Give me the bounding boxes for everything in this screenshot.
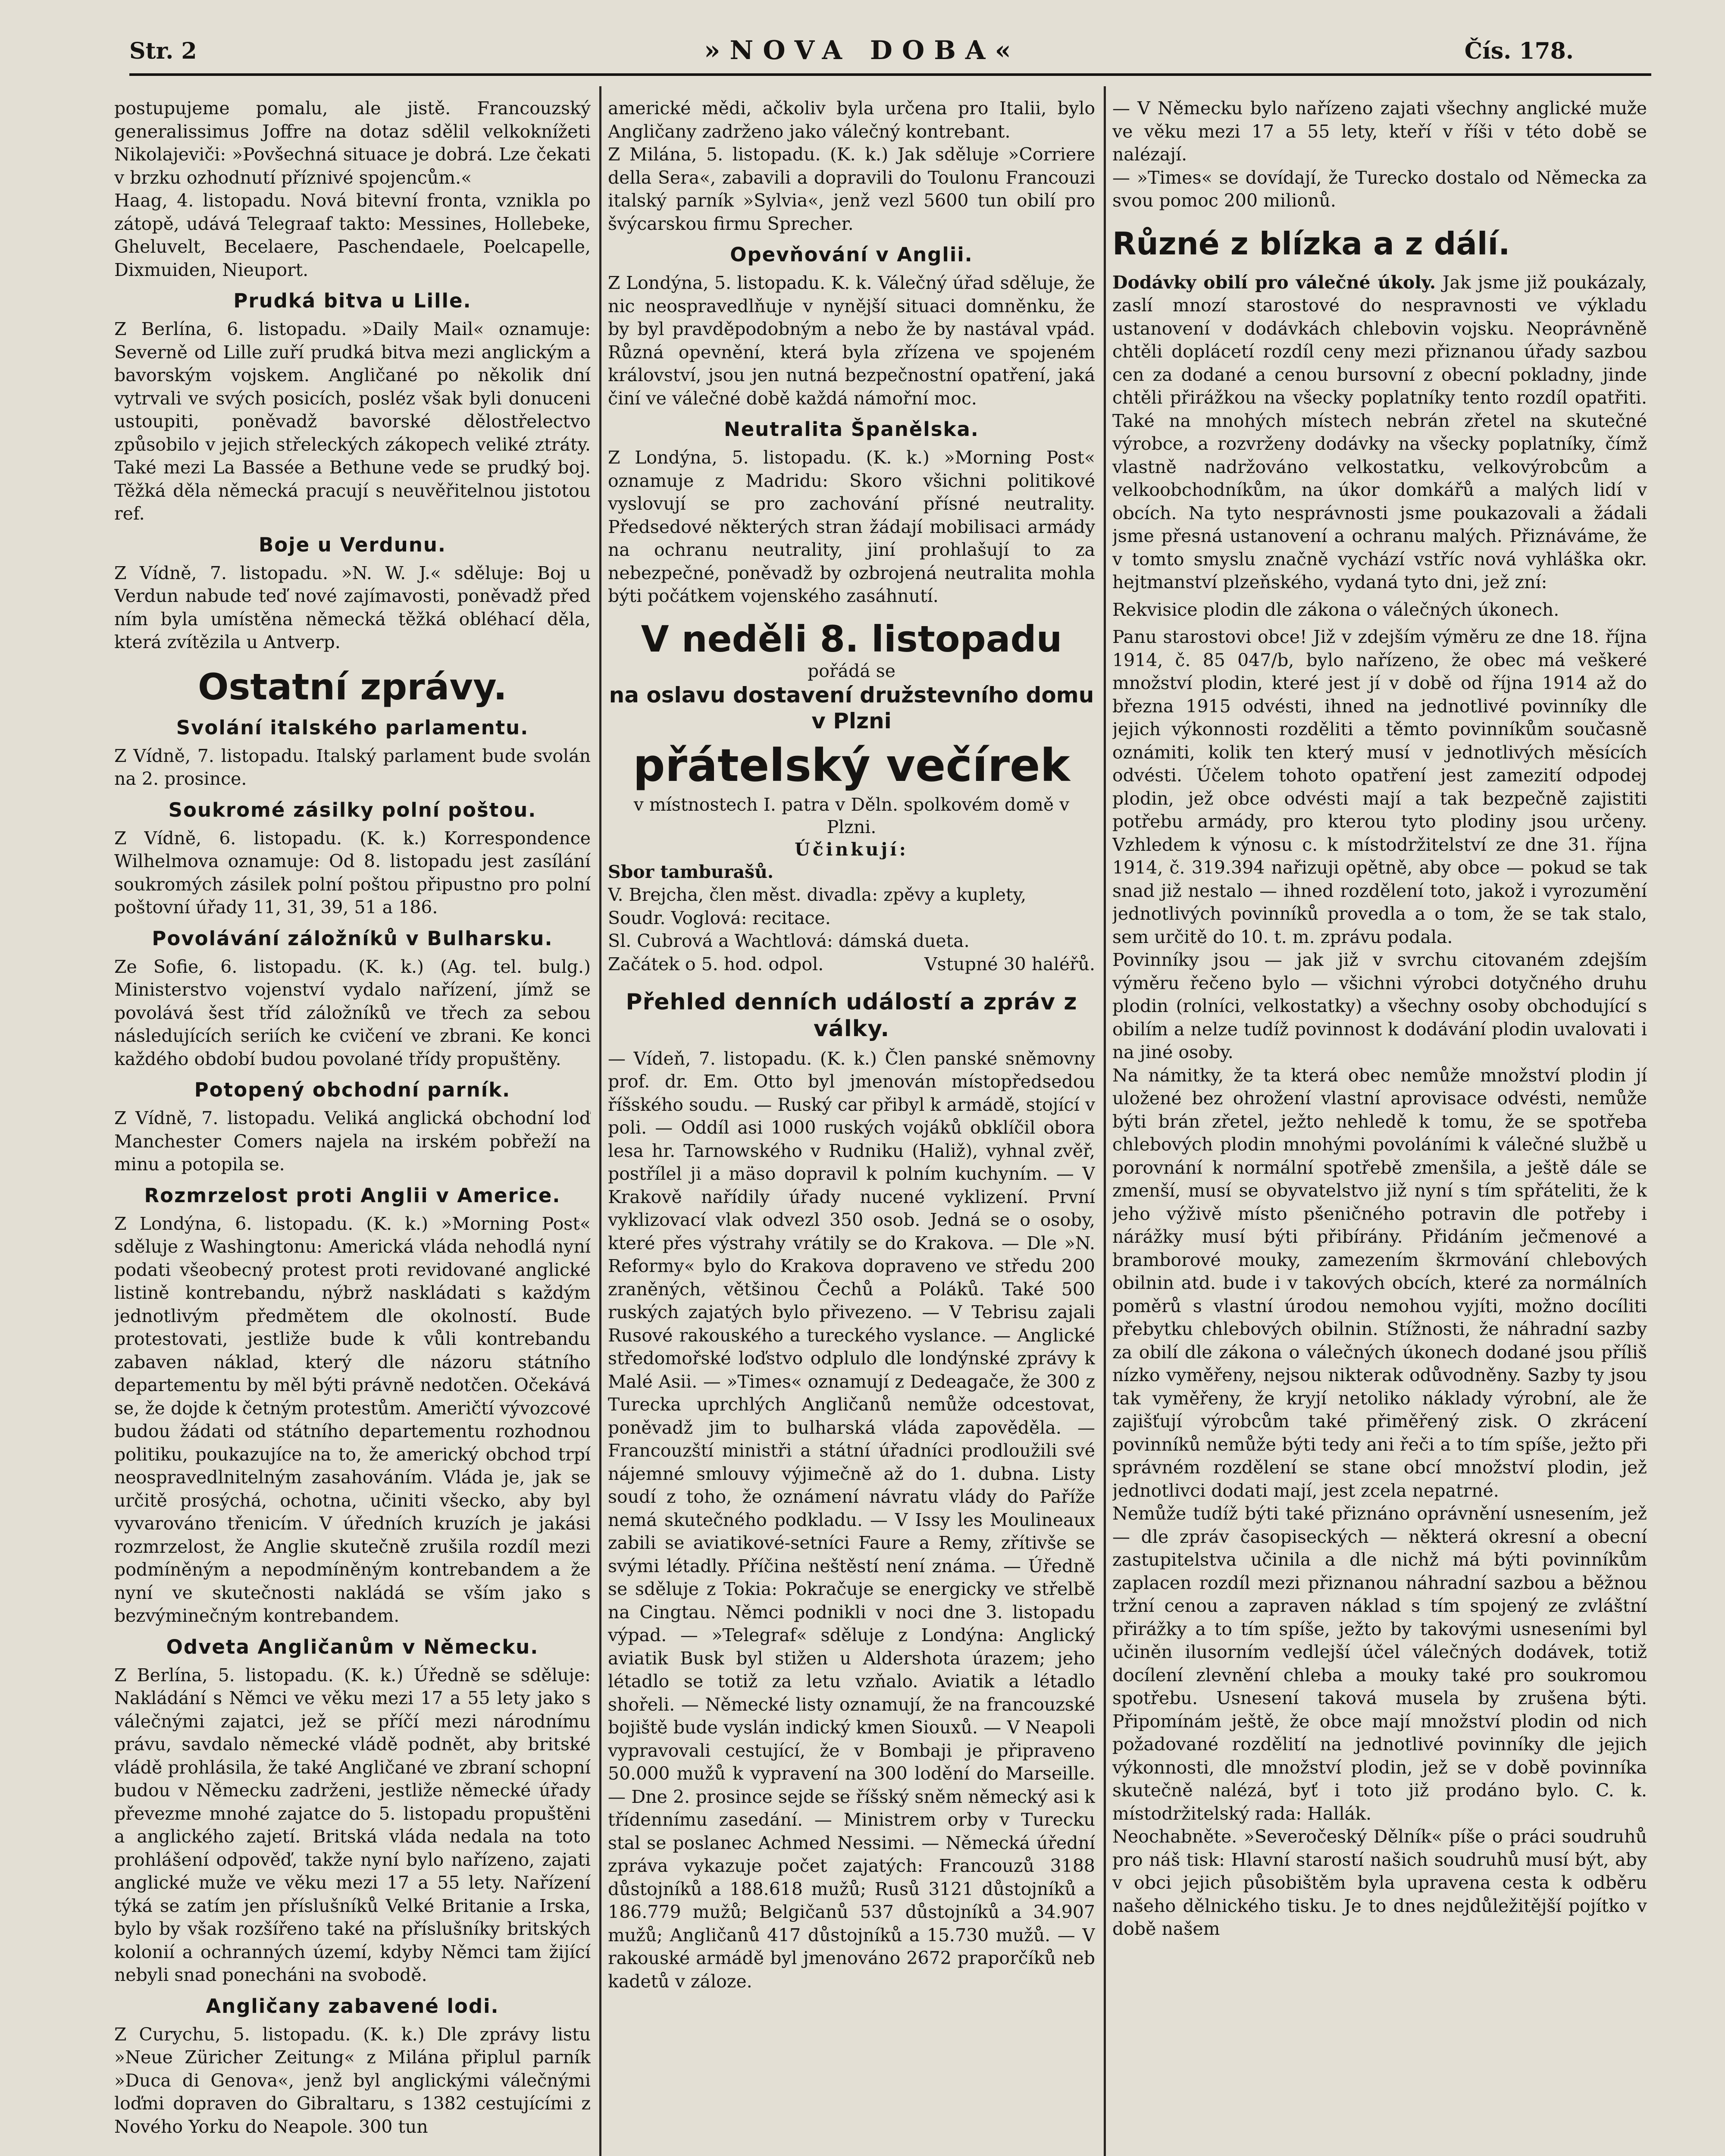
ad-performer: V. Brejcha, člen měst. divadla: zpěvy a kuplety, bbox=[608, 884, 1027, 905]
section-heading: Neutralita Španělska. bbox=[724, 418, 979, 441]
section-heading: Potopený obchodní parník. bbox=[194, 1078, 511, 1101]
ad-subline: pořádá se bbox=[808, 660, 895, 681]
section-heading: Boje u Verdunu. bbox=[258, 533, 447, 556]
article-paragraph: Z Curychu, 5. listopadu. (K. k.) Dle zprávy listu »Neue Züricher Zeitung« z Milána připlul parník »Duca di Genova«, jenž byl anglickými válečnými loďmi dopraven do Gibraltaru, s 1382 cestujícími z Nového Yorku do Neapole. 300 tun bbox=[114, 2024, 591, 2137]
article-paragraph: Z Londýna, 5. listopadu. K. k. Válečný úřad sděluje, že nic neospravedlňuje v nynější situaci domněnku, že by byl pravděpodobným a nebo že by nastával vpád. Různá opevnění, která byla zřízena ve spojeném království, jsou jen nutná bezpečnostní opatření, jaká činí ve válečné době každá námořní moc. bbox=[608, 273, 1095, 409]
section-heading: Prudká bitva u Lille. bbox=[233, 289, 472, 312]
section-heading: Povolávání záložníků v Bulharsku. bbox=[152, 927, 553, 950]
article-paragraph: Nemůže tudíž býti také přiznáno oprávnění usnesením, jež — dle zpráv časopiseckých — některá okresní a obecní zastupitelstva učinila a dle nichž má býti povinníkům zaplacen rozdíl mezi přiznanou náhradní sazbou a běžnou tržní cenou a zapraven náklad s tím spojený ze zvláštní přirážky a to tím spíše, ježto by takovými usneseními byl učiněn ilusorním vedlejší účel válečných dodávek, totiž docílení zlevnění chleba a mouky také pro soukromou spotřebu. Usnesení taková musela by zrušena býti. Připomínám ještě, že obce mají množství plodin od nich požadované rozdělití na jednotlivé povinníky dle jejich výkonnosti, dle množství plodin, jež se v době povinníka skutečně nalézá, byť i toto již prodáno bylo. C. k. místodržitelský rada: Hallák. bbox=[1112, 1503, 1647, 1824]
section-heading: Soukromé zásilky polní poštou. bbox=[168, 798, 537, 821]
article-paragraph: americké mědi, ačkoliv byla určena pro Italii, bylo Angličany zadrženo jako válečný kontrebant. bbox=[608, 98, 1095, 142]
column-2 bbox=[608, 97, 1095, 2156]
issue-number: Čís. 178. bbox=[1464, 38, 1574, 64]
column-3 bbox=[1112, 97, 1647, 2156]
major-heading: Ostatní zprávy. bbox=[197, 665, 507, 708]
ad-entry-fee: Vstupné 30 haléřů. bbox=[924, 953, 1095, 975]
article-paragraph: Z Berlína, 5. listopadu. (K. k.) Úředně se sděluje: Nakládání s Němci ve věku mezi 17 a 55 lety jako s válečnými zajatci, jež se příčí mezi národnímu právu, savdalo německé vládě podnět, aby britské vládě prohlásila, že také Angličané ve zbraní schopní budou v Německu zadrženi, jestliže německé úřady převezme mnohé zajatce do 5. listopadu propuštěni a anglického zajetí. Britská vláda nedala na toto prohlášení odpověď, takže nyní bylo nařízeno, zajati anglické muže ve věku mezi 17 a 55 lety. Nařízení týká se zatím jen příslušníků Velké Britanie a Irska, bylo by však rozšířeno také na příslušníky britských kolonií a ochranných území, kdyby Němci tam žijící nebyli snad ponecháni na svobodě. bbox=[114, 1664, 591, 1985]
article-paragraph: Haag, 4. listopadu. Nová bitevní fronta, vznikla po zátopě, udává Telegraaf takto: Messines, Hollebeke, Gheluvelt, Becelaere, Paschendaele, Poelcapelle, Dixmuiden, Nieuport. bbox=[114, 190, 591, 280]
ad-occasion: na oslavu dostavení družstevního domu v Plzni bbox=[609, 682, 1094, 733]
article-paragraph: Panu starostovi obce! Již v zdejším výměru ze dne 18. října 1914, č. 85 047/b, bylo nařízeno, že obec má veškeré množství plodin, které jest jí v době od října 1914 až do března 1915 odvésti, ihned na jednotlivé povinníky dle jejich výkonnosti rozděliti a těmto povinníkům současně oznámiti, kolik ten který musí v jednotlivých měsících odvésti. Účelem tohoto opatření jest zamezití odpodej plodin, jež obce odvésti mají a tak bezpečně zajistiti potřebu armády, pro kterou tyto plodiny jsou určeny. Vzhledem k výnosu c. k místodržitelství ze dne 31. října 1914, č. 319.394 nařizuji opětně, aby obce — pokud se tak snad již nestalo — ihned rozdělení toto, jakož i vyrozumění jednotlivých povinníků provedla a o tom, že se tak stalo, sem určitě do 10. t. m. zprávu podala. bbox=[1112, 627, 1647, 947]
event-advertisement bbox=[608, 618, 1095, 976]
ad-event-title: přátelský večírek bbox=[633, 739, 1070, 792]
article-paragraph bbox=[1112, 271, 1647, 594]
article-paragraph: postupujeme pomalu, ale jistě. Francouzský generalissimus Joffre na dotaz sdělil velkoknížeti Nikolajeviči: »Povšechná situace je dobrá. Lze čekati v brzku ozhodnutí příznivé spojencům.« bbox=[114, 98, 591, 188]
article-paragraph: Z Londýna, 5. listopadu. (K. k.) »Morning Post« oznamuje z Madridu: Skoro všichni politikové vyslovují se pro zachování přísné neutrality. Předsedové některých stran žádají mobilisaci armády na ochranu neutrality, jiní prohlašují to za nebezpečné, poněvadž by ozbrojená neutralita mohla býti počátkem vojenského zasáhnutí. bbox=[608, 447, 1095, 606]
article-paragraph: Ze Sofie, 6. listopadu. (K. k.) (Ag. tel. bulg.) Ministerstvo vojenství vydalo nařízení, jímž se povolává šest tříd záložníků ve třech za sebou následujících seriích ke cvičení ve zbrani. Ke konci každého období budou povolané třídy propuštěny. bbox=[114, 956, 591, 1069]
article-paragraph: Z Berlína, 6. listopadu. »Daily Mail« oznamuje: Severně od Lille zuří prudká bitva mezi anglickým a bavorským vojskem. Angličané po několik dní vytrvali ve svých posicích, posléz však byli donuceni ustoupiti, poněvadž bavorské dělostřelectvo způsobilo v jejich střeleckých zákopech veliké ztráty. Také mezi La Bassée a Bethune vede se prudký boj. Těžká děla německá pracují s neuvěřitelnou jistotou ref. bbox=[114, 319, 591, 524]
header-rule bbox=[129, 73, 1651, 76]
page-header bbox=[129, 34, 1574, 72]
ad-start-time: Začátek o 5. hod. odpol. bbox=[608, 953, 824, 975]
ad-performer: Soudr. Voglová: recitace. bbox=[608, 907, 831, 928]
ad-performer: Sbor tamburašů. bbox=[608, 861, 774, 882]
column-divider bbox=[599, 86, 601, 2156]
article-paragraph: Z Milána, 5. listopadu. (K. k.) Jak sděluje »Corriere della Sera«, zabavili a dopravili do Toulonu Francouzi italský parník »Sylvia«, jenž vezl 5600 tun obilí pro švýcarskou firmu Sprecher. bbox=[608, 144, 1095, 234]
ad-date-heading: V neděli 8. listopadu bbox=[641, 617, 1062, 660]
major-heading: Různé z blízka a z dálí. bbox=[1112, 225, 1510, 262]
sub-heading: Rekvisice plodin dle zákona o válečných úkonech. bbox=[1112, 599, 1559, 620]
article-title: Dodávky obilí pro válečné úkoly. bbox=[1112, 272, 1436, 293]
article-paragraph: — V Německu bylo nařízeno zajati všechny anglické muže ve věku mezi 17 a 55 lety, kteří v říši v této době se nalézají. bbox=[1112, 98, 1647, 165]
article-paragraph: Neochabněte. »Severočeský Dělník« píše o práci soudruhů pro náš tisk: Hlavní starostí našich soudruhů musí být, aby v obci jejich působištěm byla upravena cesta k odběru našeho dělnického tisku. Je to dnes nejdůležitější pojítko v době našem bbox=[1112, 1826, 1647, 1939]
article-paragraph: Z Vídně, 7. listopadu. Veliká anglická obchodní loď Manchester Comers najela na irském pobřeží na minu a potopila se. bbox=[114, 1108, 591, 1175]
ad-venue: v místnostech I. patra v Děln. spolkovém domě v Plzni. bbox=[633, 794, 1070, 837]
ad-performer: Sl. Cubrová a Wachtlová: dámská dueta. bbox=[608, 931, 970, 951]
article-paragraph: Z Vídně, 7. listopadu. Italský parlament bude svolán na 2. prosince. bbox=[114, 745, 591, 789]
article-paragraph: Povinníky jsou — jak již v svrchu citovaném zdejším výměru řečeno bylo — všichni výrobci dotyčného druhu plodin (rolníci, velkostatky) a všechny osoby obchodující s obilím a nelze tudíž povinnost k dodávání plodin uvalovati i na jiné osoby. bbox=[1112, 950, 1647, 1062]
page-number: Str. 2 bbox=[129, 38, 197, 64]
article-text: Jak jsme již poukázaly, zaslí mnozí starostové do nespravnosti ve výkladu ustanovení v dodávkách chlebovin vojsku. Neoprávněně chtěli doplácetí rozdíl ceny mezi přiznanou úřady sazbou cen za dodané a cenou bursovní z obecní pokladny, jinde chtěli přirážkou na všecky poplatníky tento rozdíl opatřiti. Také na mnohých místech nebrán zřetel na skutečné výrobce, a rozvrženy dodávky na všecky poplatníky, čímž vlastně nadržováno velkostatku, velkovýrobcům a velkoobchodníkům, na úkor domkářů a malých lidí v obcích. Na tyto nesprávnosti jsme poukazovali a žádali jsme přesná ustanovení a ochranu malých. Přiznáváme, že v tomto smyslu značně vychází vstříc nová vyhláška okr. hejtmanství plzeňského, vydaná tyto dni, jež zní: bbox=[1112, 272, 1647, 592]
masthead-title: »NOVA DOBA« bbox=[704, 35, 1021, 66]
section-heading: Rozmrzelost proti Anglii v Americe. bbox=[144, 1184, 561, 1207]
column-divider bbox=[1104, 86, 1106, 2156]
column-1 bbox=[114, 97, 591, 2156]
ad-footer bbox=[608, 953, 1095, 976]
section-heading: Angličany zabavené lodi. bbox=[206, 1994, 499, 2018]
section-heading: Přehled denních událostí a zpráv z války. bbox=[626, 989, 1077, 1042]
section-heading: Odveta Angličanům v Německu. bbox=[166, 1635, 539, 1658]
article-paragraph: — Vídeň, 7. listopadu. (K. k.) Člen panské sněmovny prof. dr. Em. Otto byl jmenován místopředsedou říšského soudu. — Ruský car přibyl k armádě, stojící v poli. — Oddíl asi 1000 ruských vojáků obklíčil obora lesa hr. Tarnowského v Rudniku (Haliž), vyhnal zvěř, postřílel ji a mäso dopravil k polním kuchyním. — V Krakově nařídily úřady nucené vyklizení. První vyklizovací vlak odvezl 350 osob. Jedná se o osoby, které přes výstrahy vrátily se do Krakova. — Dle »N. Reformy« bylo do Krakova dopraveno ve středu 200 zraněných, většinou Čechů a Poláků. Také 500 ruských zajatých bylo přivezeno. — V Tebrisu zajali Rusové rakouského a tureckého vyslance. — Anglické středomořské loďstvo odplulo dle londýnské zprávy k Malé Asii. — »Times« oznamují z Dedeagače, že 300 z Turecka uprchlých Angličanů nemůže odcestovat, poněvadž jim to bulharská vláda zapověděla. — Francouzští ministři a státní úřadníci prodloužili své nájemné smlouvy výjimečně až do 1. dubna. Listy soudí z toho, že oznámení návratu vlády do Paříže nemá skutečného podkladu. — V Issy les Moulineaux zabili se aviatikové-setníci Faure a Remy, zřítivše se svými létadly. Příčina neštěstí není známa. — Úředně se sděluje z Tokia: Pokračuje se energicky ve střelbě na Cingtau. Němci podnikli v noci dne 3. listopadu výpad. — »Telegraf« sděluje z Londýna: Anglický aviatik Busk byl stižen u Aldershota úrazem; jeho létadlo se totiž za letu vzňalo. Aviatik a létadlo shořeli. — Německé listy oznamují, že na francouzské bojiště bude vyslán indický kmen Siouxů. — V Neapoli vypravovali cestující, že v Bombaji je připraveno 50.000 mužů k vypravení na 300 lodění do Marseille. — Dne 2. prosince sejde se říšský sněm německý asi k třídennímu zasedání. — Ministrem orby v Turecku stal se poslanec Achmed Nessimi. — Německá úřední zpráva vykazuje počet zajatých: Francouzů 3188 důstojníků a 188.618 mužů; Rusů 3121 důstojníků a 186.779 mužů; Belgičanů 537 důstojníků a 34.907 mužů; Angličanů 417 důstojníků a 15.730 mužů. — V rakouské armádě byl jmenováno 2672 praporčíků neb kadetů v záloze. bbox=[608, 1048, 1095, 1992]
section-heading: Svolání italského parlamentu. bbox=[176, 716, 529, 739]
ad-performers-label: Účinkují: bbox=[795, 839, 908, 860]
section-heading: Opevňování v Anglii. bbox=[730, 243, 973, 266]
article-paragraph: Z Vídně, 7. listopadu. »N. W. J.« sděluje: Boj u Verdun nabude teď nové zajímavosti, poněvadž před ním byla umístěna německá těžká obléhací děla, která zvítězila u Antverp. bbox=[114, 562, 591, 652]
article-paragraph: Z Londýna, 6. listopadu. (K. k.) »Morning Post« sděluje z Washingtonu: Americká vláda nehodlá nyní podati všeobecný protest proti revidované anglické listině kontrebandu, nýbrž naskládati s každým jednotlivým předmětem dle okolností. Bude protestovati, jestliže bude k vůli kontrebandu zabaven náklad, který dle názoru státního departementu by měl býti právně nedotčen. Očekává se, že dojde k četným protestům. Američtí vývozcové budou žádati od státního departementu rozhodnou politiku, poukazujíce na to, že americký obchod trpí neospravedlnitelným zasahováním. Vláda je, jak se určitě prosýchá, ochotna, učiniti všecko, aby byl vyvarováno třenicím. V úředních kruzích je jakási rozmrzelost, že Anglie skutečně zrušila rozdíl mezi podmíněným a nepodmíněným kontrebandem a že nyní ve skutečnosti nakládá se vším jako s bezvýminečným kontrebandem. bbox=[114, 1213, 591, 1626]
article-paragraph: Z Vídně, 6. listopadu. (K. k.) Korrespondence Wilhelmova oznamuje: Od 8. listopadu jest zasílání soukromých zásilek polní poštou připustno pro polní poštovní úřady 11, 31, 39, 51 a 186. bbox=[114, 827, 591, 918]
article-paragraph: Na námitky, že ta která obec nemůže množství plodin jí uložené bez ohrožení vlastní aprovisace odvésti, nemůže býti brán zřetel, ježto nehledě k tomu, že se spotřeba chlebových plodin mnohými povoláními k válečné službě u porovnání k normální spotřebě zmenšila, a ještě dále se zmenší, musí se obyvatelstvo již nyní s tím spřáteliti, že k jeho výživě místo pšeničného potravin dle potřeby i nárážky musí býti přibírány. Přidáním ječmenové a bramborové mouky, zamezením škrmování chlebových obilnin atd. bude i v takových obcích, které za normálních poměrů s vlastní úrodou nemohou vyjíti, možno docíliti přebytku chlebových obilnin. Stížnosti, že náhradní sazby za obilí dle zákona o válečných úkonech dodané jsou příliš nízko vyměřeny, nejsou nikterak odůvodněny. Sazby ty jsou tak vyměřeny, že kryjí netoliko náklady výrobní, ale že zajišťují výrobcům také přiměřený zisk. O zkrácení povinníků nemůže býti tedy ani řeči a to tím spíše, ježto při správném rozdělení se stane obcí množství plodin, jež jednotlivci dodati mají, jest zcela nepatrné. bbox=[1112, 1065, 1647, 1501]
article-paragraph: — »Times« se dovídají, že Turecko dostalo od Německa za svou pomoc 200 milionů. bbox=[1112, 167, 1647, 211]
